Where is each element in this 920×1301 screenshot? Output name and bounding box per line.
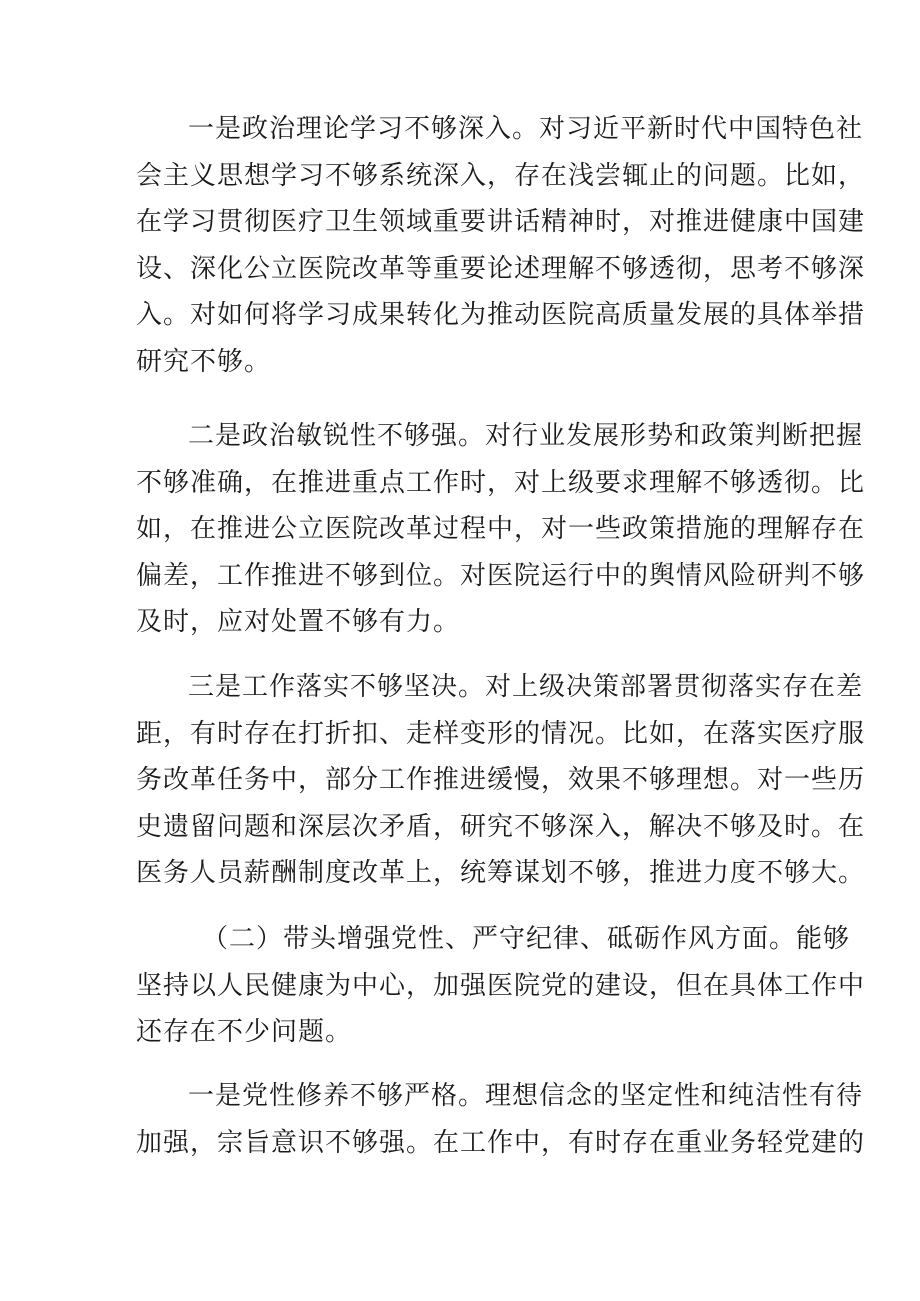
text-line: 设、深化公立医院改革等重要论述理解不够透彻，思考不够深 [136, 253, 866, 284]
text-line: 史遗留问题和深层次矛盾，研究不够深入，解决不够及时。在 [136, 811, 866, 842]
text-line: 一是政治理论学习不够深入。对习近平新时代中国特色社 [188, 114, 864, 144]
text-line: 一是党性修养不够严格。理想信念的坚定性和纯洁性有待 [188, 1081, 864, 1111]
section-heading-party-spirit [136, 916, 866, 1056]
text-line: 距，有时存在打折扣、走样变形的情况。比如，在落实医疗服 [136, 718, 866, 749]
text-line: 入。对如何将学习成果转化为推动医院高质量发展的具体举措 [136, 300, 866, 330]
paragraph-political-theory [136, 106, 866, 385]
text-line: 会主义思想学习不够系统深入，存在浅尝辄止的问题。比如， [136, 160, 866, 191]
text-line: 二是政治敏锐性不够强。对行业发展形势和政策判断把握 [188, 421, 864, 451]
text-line: 坚持以人民健康为中心，加强医院党的建设，但在具体工作中 [136, 970, 866, 1001]
text-line: 三是工作落实不够坚决。对上级决策部署贯彻落实存在差 [188, 672, 864, 702]
text-line: 加强，宗旨意识不够强。在工作中，有时存在重业务轻党建的 [136, 1127, 866, 1158]
paragraph-party-cultivation [136, 1073, 866, 1166]
text-line: （二）带头增强党性、严守纪律、砥砺作风方面。能够 [202, 924, 851, 954]
text-line: 在学习贯彻医疗卫生领域重要讲话精神时，对推进健康中国建 [136, 207, 866, 237]
text-line: 不够准确，在推进重点工作时，对上级要求理解不够透彻。比 [136, 467, 866, 498]
text-line: 偏差，工作推进不够到位。对医院运行中的舆情风险研判不够 [136, 560, 866, 591]
text-line: 医务人员薪酬制度改革上，统筹谋划不够，推进力度不够大。 [136, 858, 866, 888]
text-line: 务改革任务中，部分工作推进缓慢，效果不够理想。对一些历 [136, 765, 866, 795]
text-line: 研究不够。 [136, 346, 272, 377]
paragraph-political-sensitivity [136, 413, 866, 646]
text-line: 还存在不少问题。 [136, 1017, 353, 1047]
paragraph-work-implementation [136, 664, 866, 897]
text-line: 如，在推进公立医院改革过程中，对一些政策措施的理解存在 [136, 514, 866, 544]
text-line: 及时，应对处置不够有力。 [136, 607, 461, 637]
